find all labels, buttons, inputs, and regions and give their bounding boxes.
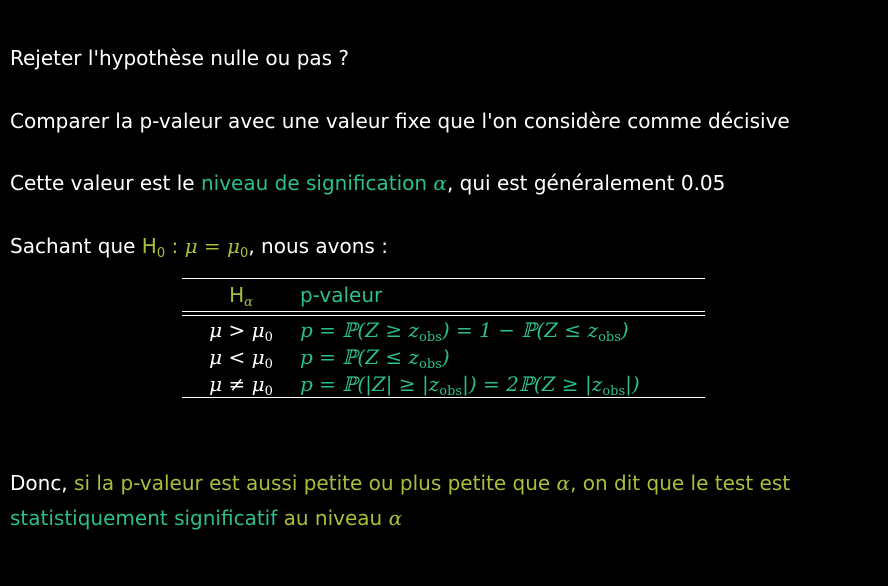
conclusion-line-1 bbox=[10, 471, 790, 495]
level-suffix: , qui est généralement 0.05 bbox=[446, 171, 726, 195]
pvalue-table bbox=[182, 278, 705, 398]
donc-prefix: Donc, bbox=[10, 471, 75, 495]
h0-colon: : bbox=[165, 234, 185, 258]
alternative-hypothesis: $\mu > \mu_0$ bbox=[209, 317, 273, 345]
sachant-suffix: , nous avons : bbox=[248, 234, 388, 258]
compare-text: Comparer la p-valeur avec une valeur fixe que l'on considère comme décisive bbox=[10, 109, 790, 133]
alternative-hypothesis: $\mu \ne \mu_0$ bbox=[209, 371, 273, 399]
table-header-row bbox=[182, 279, 705, 311]
level-alpha: α bbox=[433, 171, 447, 195]
alternative-hypothesis: $\mu < \mu_0$ bbox=[209, 344, 273, 372]
question-text: Rejeter l'hypothèse nulle ou pas ? bbox=[10, 46, 350, 70]
table-row bbox=[182, 370, 705, 397]
table-row bbox=[182, 316, 705, 343]
pvalue-formula: p = ℙ(Z ≤ $z_{obs}$) bbox=[300, 344, 450, 372]
question-line bbox=[10, 46, 349, 70]
h0-symbol: H bbox=[141, 234, 157, 258]
pvalue-formula: p = ℙ(Z ≥ $z_{obs}) = 1$ − ℙ(Z ≤ $z_{obs}$) bbox=[300, 317, 629, 345]
donc-alpha2: α bbox=[388, 506, 403, 530]
donc-end: au niveau bbox=[277, 506, 389, 530]
donc-alpha: α bbox=[556, 471, 571, 495]
level-prefix: Cette valeur est le bbox=[10, 171, 201, 195]
donc-continuation: , on dit que le test est bbox=[570, 471, 791, 495]
h0-mu-subscript: 0 bbox=[240, 246, 249, 261]
compare-line bbox=[10, 109, 790, 133]
level-term: niveau de signification bbox=[200, 171, 428, 195]
donc-condition: si la p-valeur est aussi petite ou plus petite que bbox=[74, 471, 557, 495]
null-hypothesis-line bbox=[10, 234, 388, 261]
header-pvalue: p-valeur bbox=[300, 283, 383, 307]
table-body bbox=[182, 316, 705, 397]
table-row bbox=[182, 343, 705, 370]
header-alternative: $H_\alpha$ bbox=[229, 283, 253, 310]
significance-level-line bbox=[10, 171, 725, 195]
donc-term: statistiquement significatif bbox=[10, 506, 278, 530]
conclusion-line-2 bbox=[10, 506, 402, 530]
h0-mu: μ = μ bbox=[184, 234, 241, 258]
pvalue-formula: p = ℙ(|Z| ≥ $|z_{obs}|$) = 2ℙ(Z ≥ $|z_{obs}|$) bbox=[300, 371, 640, 399]
sachant-prefix: Sachant que bbox=[10, 234, 142, 258]
h0-subscript: 0 bbox=[156, 246, 166, 261]
